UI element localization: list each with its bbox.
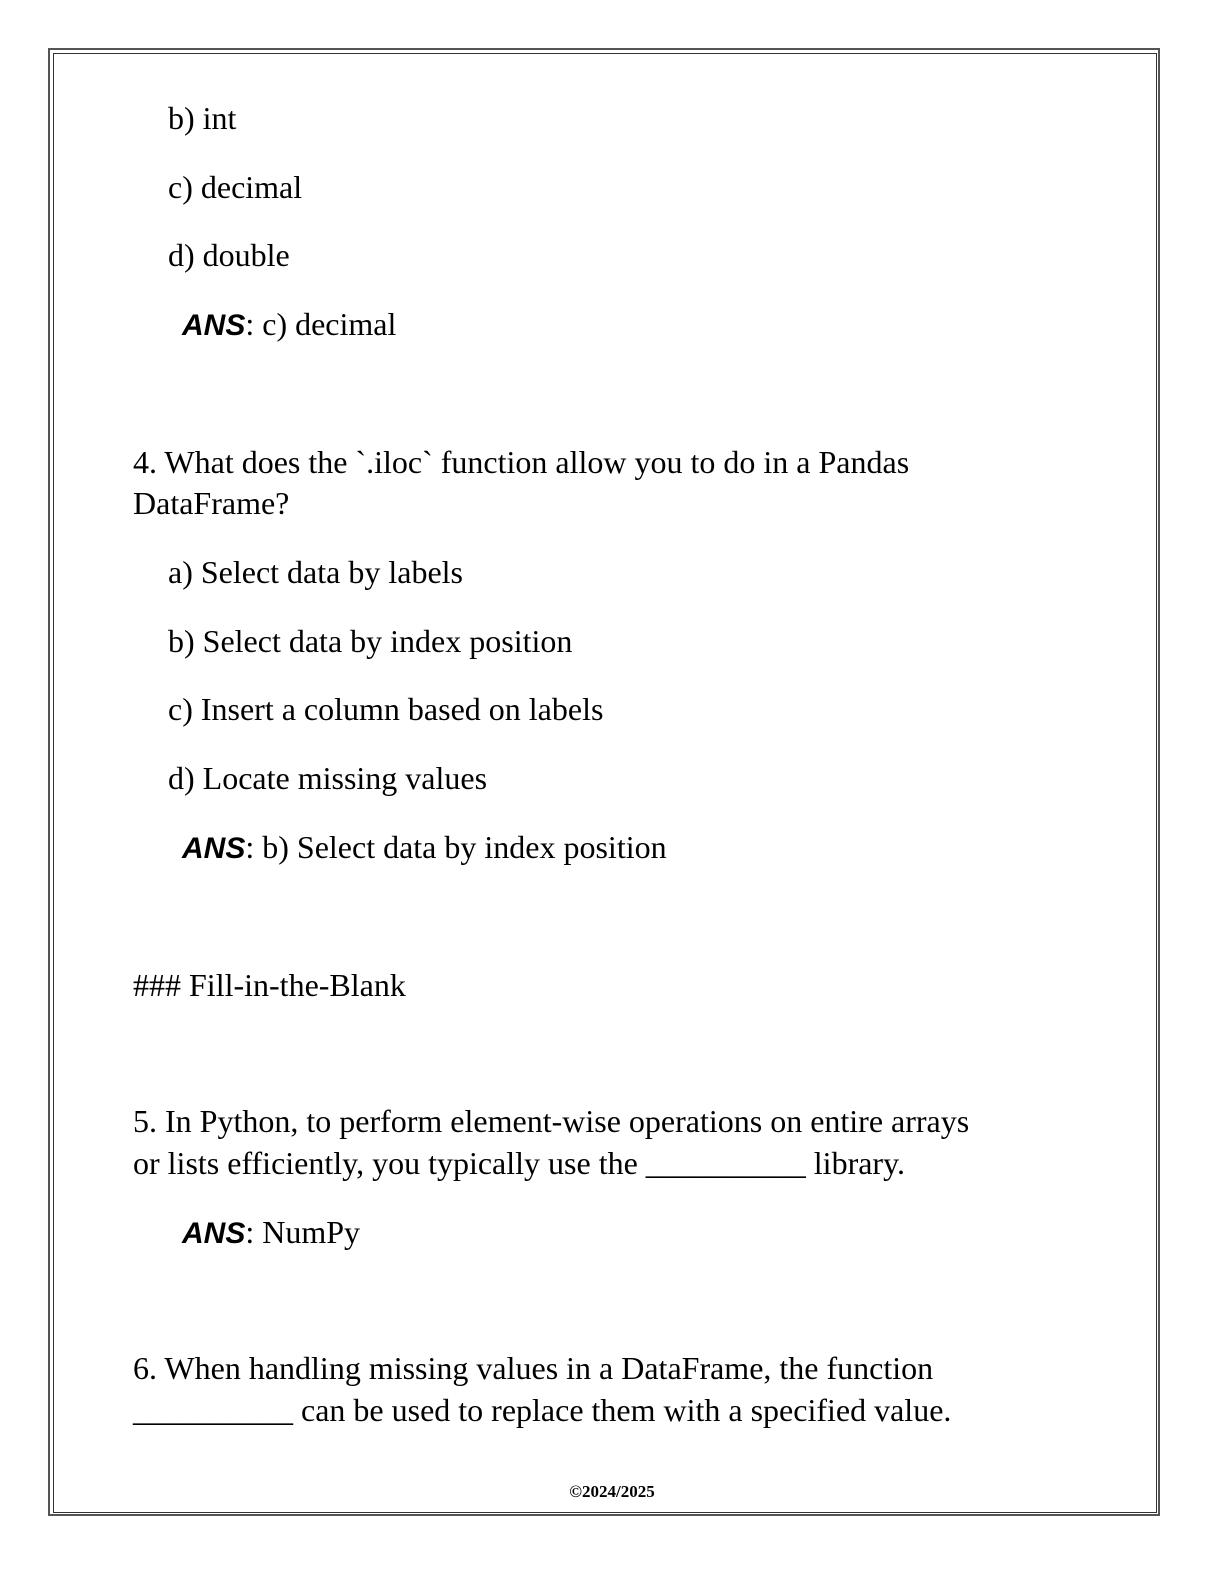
q5-question-line1: 5. In Python, to perform element-wise operations on entire arrays <box>133 1103 970 1139</box>
q4-option-b: b) Select data by index position <box>168 623 573 659</box>
q4-option-c: c) Insert a column based on labels <box>168 691 604 727</box>
q4-option-a: a) Select data by labels <box>168 554 463 590</box>
q3-option-b: b) int <box>168 100 237 136</box>
q3-option-d: d) double <box>168 237 290 273</box>
q4-question-line2: DataFrame? <box>133 485 290 521</box>
q5-answer <box>182 1211 360 1255</box>
q3-answer <box>182 303 396 347</box>
answer-text: : b) Select data by index position <box>245 829 667 865</box>
section-heading: ### Fill-in-the-Blank <box>133 967 406 1003</box>
answer-label: ANS <box>182 309 246 342</box>
q3-option-c: c) decimal <box>168 169 303 205</box>
copyright-footer: ©2024/2025 <box>569 1482 655 1501</box>
q6-question-line1: 6. When handling missing values in a DataFrame, the function <box>133 1350 934 1386</box>
q4-option-d: d) Locate missing values <box>168 760 488 796</box>
answer-text: : NumPy <box>245 1214 361 1250</box>
q4-answer <box>182 826 667 870</box>
answer-text: : c) decimal <box>245 306 397 342</box>
answer-label: ANS <box>182 832 246 865</box>
q6-question-line2: __________ can be used to replace them with a specified value. <box>133 1392 952 1428</box>
q4-question-line1: 4. What does the `.iloc` function allow you to do in a Pandas <box>133 444 910 480</box>
answer-label: ANS <box>182 1217 246 1250</box>
q5-question-line2: or lists efficiently, you typically use the __________ library. <box>133 1145 905 1181</box>
